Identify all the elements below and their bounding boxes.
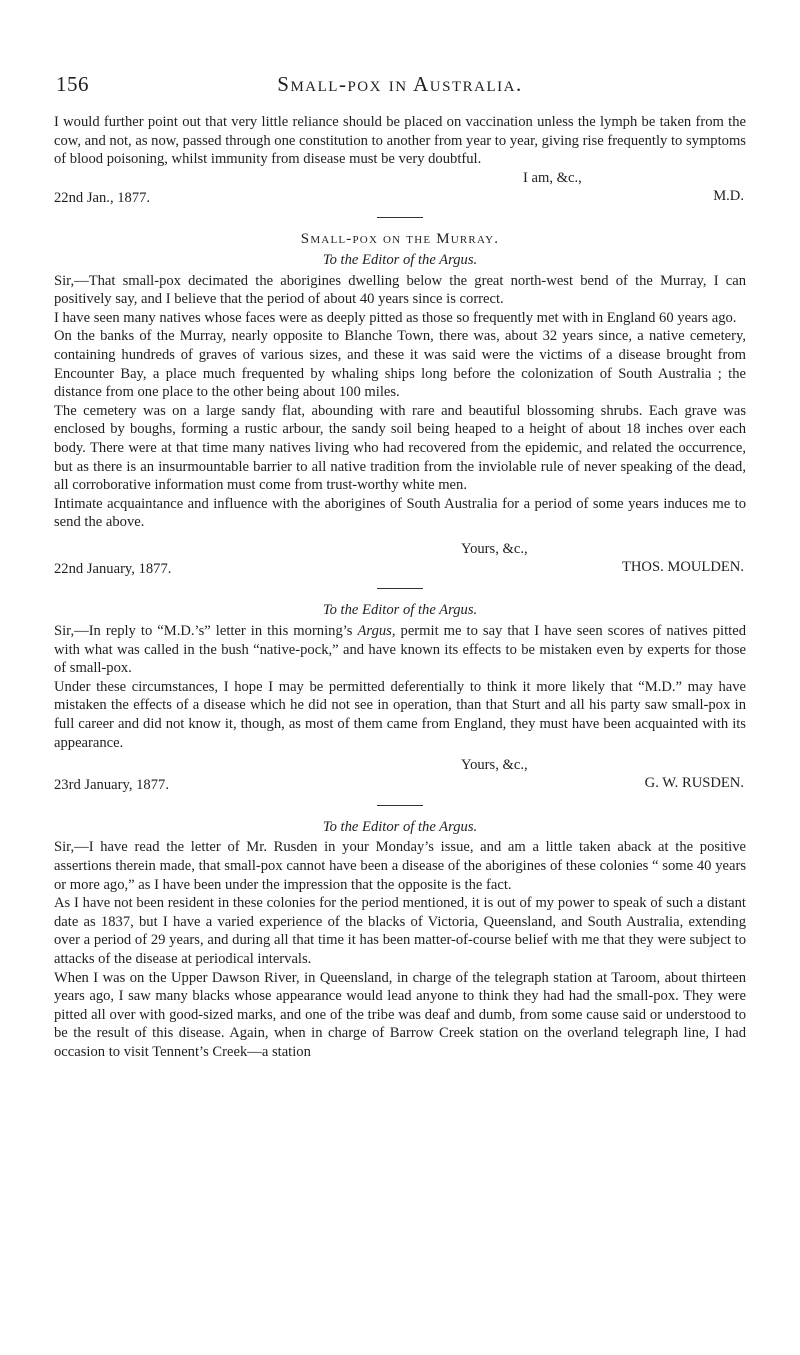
- paragraph: On the banks of the Murray, nearly opposite to Blanche Town, there was, about 32 years since, a native cemetery, containing hundreds of graves of various sizes, and these it was said were the victims of a disease brought from Encounter Bay, a place much frequented by whaling ships long before the colonization of South Australia ; the distance from one place to the other being about 100 miles.: [54, 328, 746, 401]
- closing-block: [54, 169, 746, 207]
- page-body: [54, 113, 746, 1062]
- page-number: 156: [56, 72, 89, 96]
- divider-rule: [377, 217, 423, 218]
- paragraph: I would further point out that very little reliance should be placed on vaccination unless the lymph be taken from the cow, and not, as now, passed through one constitution to another from year to year, giving rise frequently to symptoms of blood poisoning, whilst immunity from disease must be very doubtful.: [54, 114, 746, 168]
- addressee: To the Editor of the Argus.: [322, 251, 478, 268]
- closing: I am, &c.,: [523, 169, 582, 186]
- letter-date: 23rd January, 1877.: [54, 777, 169, 794]
- signature: M.D.: [713, 187, 744, 204]
- paragraph: Intimate acquaintance and influence with the aborigines of South Australia for a period of some years induces me to send the above.: [54, 495, 746, 531]
- signature: THOS. MOULDEN.: [621, 558, 744, 575]
- letter-date: 22nd January, 1877.: [54, 560, 172, 577]
- letter-date: 22nd Jan., 1877.: [54, 189, 151, 206]
- paragraph: Sir,—That small-pox decimated the aborigines dwelling below the great north-west bend of the Murray, I can positively say, and I believe that the period of about 40 years since is correct.: [54, 272, 746, 308]
- closing-block: [54, 756, 746, 794]
- paragraph: [54, 622, 746, 678]
- addressee: To the Editor of the Argus.: [322, 818, 478, 835]
- closing: Yours, &c.,: [461, 757, 528, 774]
- newspaper-title: Argus,: [357, 623, 396, 640]
- closing: Yours, &c.,: [461, 540, 528, 557]
- page-header: [56, 72, 744, 102]
- addressee: To the Editor of the Argus.: [322, 602, 478, 619]
- closing-block: [54, 540, 746, 578]
- text-run: Sir,—In reply to “M.D.’s” letter in this morning’s: [54, 623, 358, 640]
- section-title: Small-pox on the Murray.: [300, 231, 500, 248]
- signature: G. W. RUSDEN.: [644, 775, 744, 792]
- text-run: permit me to say that I have seen scores of natives pitted with what was called in the bush “native-pock,” and have known its effects to be mistaken even by experts for those of small-pox.: [54, 623, 746, 677]
- paragraph: I have seen many natives whose faces were as deeply pitted as those so frequently met with in England 60 years ago.: [54, 309, 737, 326]
- paragraph: When I was on the Upper Dawson River, in Queensland, in charge of the telegraph station at Taroom, about thirteen years ago, I saw many blacks whose appearance would lead anyone to think they had had the small-pox. They were pitted all over with good-sized marks, and one of the tribe was deaf and dumb, from some cause said or understood to be the result of this disease. Again, when in charge of Barrow Creek station on the overland telegraph line, I had occasion to visit Tennent’s Creek—a station: [54, 969, 746, 1060]
- paragraph: Under these circumstances, I hope I may be permitted deferentially to think it more likely that “M.D.” may have mistaken the effects of a disease which he did not see in operation, than that Sturt and all his party saw small-pox in full career and did not know it, though, as most of them came from England, they must have been acquainted with its appearance.: [54, 678, 746, 751]
- divider-rule: [377, 805, 423, 806]
- paragraph: The cemetery was on a large sandy flat, abounding with rare and beautiful blossoming shrubs. Each grave was enclosed by boughs, forming a rustic arbour, the sandy soil being heaped to a height of about 18 inches over each body. There were at that time many natives living who had recovered from the epidemic, and related the occurrence, but as there is an insurmountable barrier to all native tradition from the inviolable rule of never speaking of the dead, all corroborative information must come from trust-worthy white men.: [54, 402, 746, 494]
- paragraph: As I have not been resident in these colonies for the period mentioned, it is out of my power to speak of such a distant date as 1837, but I have a varied experience of the blacks of Victoria, Queensland, and South Australia, extending over a period of 29 years, and during all that time it has been matter-of-course belief with me that they were subject to attacks of the disease at periodical intervals.: [54, 895, 746, 967]
- divider-rule: [377, 588, 423, 589]
- paragraph: Sir,—I have read the letter of Mr. Rusden in your Monday’s issue, and am a little taken aback at the positive assertions therein made, that small-pox cannot have been a disease of the aborigines of these colonies “ some 40 years or more ago,” as I have been under the impression that the opposite is the fact.: [54, 839, 746, 893]
- running-head: Small-pox in Australia.: [277, 72, 523, 96]
